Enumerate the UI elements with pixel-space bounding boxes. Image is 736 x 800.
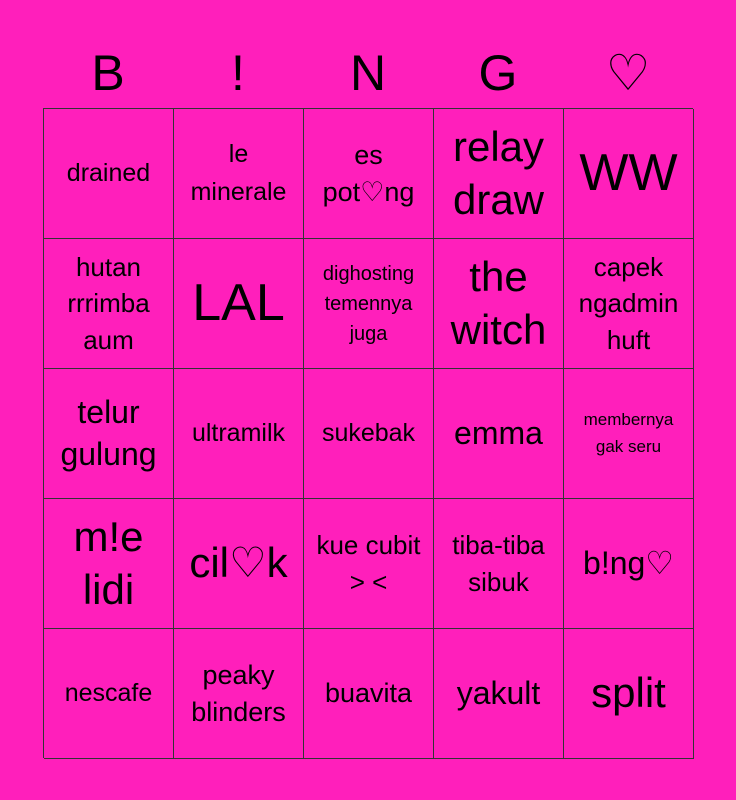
cell-text: le minerale xyxy=(190,140,287,206)
cell-text: cil♡k xyxy=(189,539,288,587)
cell-text: capek ngadmin huft xyxy=(578,251,679,355)
cell-text: nescafe xyxy=(64,678,153,707)
bingo-cell[interactable] xyxy=(44,109,174,239)
bingo-cell[interactable] xyxy=(434,109,564,239)
bingo-cell[interactable] xyxy=(564,499,694,629)
bingo-cell[interactable] xyxy=(564,109,694,239)
bingo-cell[interactable] xyxy=(304,239,434,369)
cell-text: emma xyxy=(454,414,543,451)
bingo-header xyxy=(43,38,693,108)
bingo-cell[interactable] xyxy=(434,239,564,369)
header-letter-n: N xyxy=(349,45,387,101)
cell-text: WW xyxy=(579,144,678,203)
bingo-cell[interactable] xyxy=(174,499,304,629)
header-letter-exclamation: ! xyxy=(231,45,245,101)
bingo-cell[interactable] xyxy=(564,369,694,499)
bingo-cell[interactable] xyxy=(564,629,694,759)
bingo-cell[interactable] xyxy=(304,369,434,499)
bingo-cell[interactable] xyxy=(564,239,694,369)
header-letter-g: G xyxy=(478,45,518,101)
cell-text: m!e lidi xyxy=(73,513,144,613)
bingo-cell[interactable] xyxy=(304,109,434,239)
bingo-cell[interactable] xyxy=(434,629,564,759)
bingo-cell[interactable] xyxy=(44,499,174,629)
bingo-cell[interactable] xyxy=(174,109,304,239)
header-letter-b: B xyxy=(91,45,125,101)
cell-text: hutan rrrimba aum xyxy=(67,251,150,355)
bingo-cell[interactable] xyxy=(44,629,174,759)
cell-text: telur gulung xyxy=(60,393,157,472)
cell-text: peaky blinders xyxy=(191,660,286,727)
bingo-grid xyxy=(43,108,693,758)
bingo-cell[interactable] xyxy=(44,239,174,369)
cell-text: tiba-tiba sibuk xyxy=(452,530,545,597)
cell-text: split xyxy=(591,669,666,717)
cell-text: sukebak xyxy=(321,418,416,447)
bingo-cell[interactable] xyxy=(304,629,434,759)
bingo-cell[interactable] xyxy=(434,369,564,499)
cell-text: dighosting temennya juga xyxy=(322,262,415,345)
bingo-cell[interactable] xyxy=(174,369,304,499)
bingo-cell[interactable] xyxy=(434,499,564,629)
cell-text: relay draw xyxy=(452,123,545,223)
bingo-cell[interactable] xyxy=(44,369,174,499)
cell-text: the witch xyxy=(450,253,547,353)
header-letter-heart: ♡ xyxy=(605,45,651,101)
cell-text: membernya gak seru xyxy=(583,410,674,456)
cell-text: kue cubit > < xyxy=(316,530,421,597)
cell-text: drained xyxy=(66,158,151,187)
bingo-cell[interactable] xyxy=(174,239,304,369)
bingo-cell[interactable] xyxy=(304,499,434,629)
cell-text: b!ng♡ xyxy=(583,544,674,581)
bingo-cell[interactable] xyxy=(174,629,304,759)
cell-text: LAL xyxy=(192,274,285,333)
cell-text: es pot♡ng xyxy=(322,140,415,207)
cell-text: buavita xyxy=(324,678,413,709)
cell-text: yakult xyxy=(456,674,541,711)
cell-text: ultramilk xyxy=(191,418,286,447)
